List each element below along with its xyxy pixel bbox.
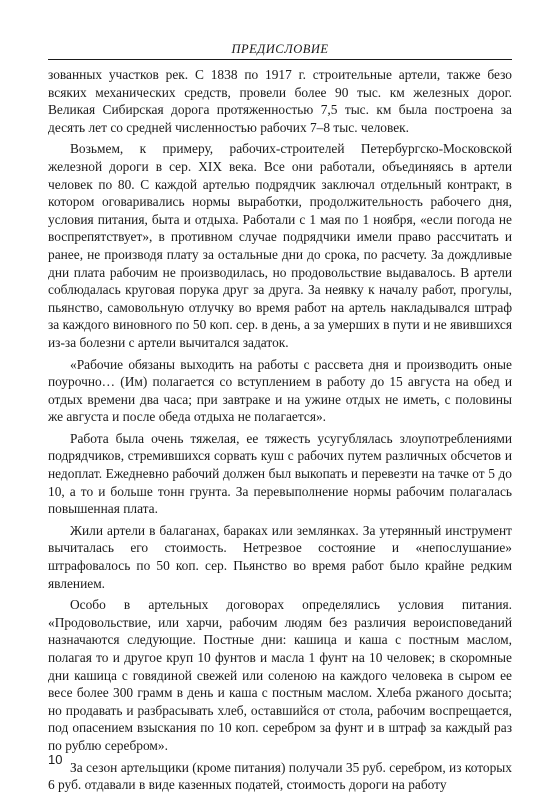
paragraph: Работа была очень тяжелая, ее тяжесть усугублялась злоупотреблениями подрядчиков, стремившихся сорвать куш с рабочих путем различных обсчетов и недоплат. Ежедневно рабочий должен был выкопать и перевезти на тачке от 5 до 10, а то и больше тонн грунта. За перевыполнение нормы рабочим полагалась повышенная плата.	[48, 430, 512, 517]
paragraph: Жили артели в балаганах, бараках или землянках. За утерянный инструмент вычиталась его стоимость. Нетрезвое состояние и «непослушание» штрафовалось по 50 коп. сер. Пьянство во время работ было крайне редким явлением.	[48, 522, 512, 591]
paragraph: За сезон артельщики (кроме питания) получали 35 руб. серебром, из которых 6 руб. отдавали в виде казенных податей, стоимость дороги на работу	[48, 759, 512, 793]
paragraph: Возьмем, к примеру, рабочих-строителей Петербургско-Московской железной дороги в сер. XIX века. Все они работали, объединяясь в артели человек по 80. С каждой артелью подрядчик заключал отдельный контракт, в котором оговаривались нормы выработки, продолжительность рабочего дня, условия питания, быта и отдыха. Работали с 1 мая по 1 ноября, «если погода не воспрепятствует», в противном случае подрядчики имели право рассчитать и ранее, не производя плату за остальные дни до срока, по расчету. За дождливые дни плата рабочим не производилась, но продовольствие выдавалось. В артели соблюдалась круговая порука друг за друга. За неявку к началу работ, прогулы, пьянство, самовольную отлучку во время работ на артель накладывался штраф за каждого виновного по 50 коп. сер. в день, а за умерших в пути и не явившихся из-за болезни с артели вычитался задаток.	[48, 141, 512, 350]
page-number: 10	[48, 752, 63, 767]
paragraph: Особо в артельных договорах определялись условия питания. «Продовольствие, или харчи, рабочим людям без различия вероисповеданий назначаются следующие. Постные дни: кашица и каша с постным маслом, полагая то и другое круп 10 фунтов и масла 1 фунт на 10 человек; в скоромные дни кашица с говядиной свежей или соленою на каждого человека в сыром ее весе более 300 грамм в день и каша с постным маслом. Хлеба ржаного досыта; но продавать и разбрасывать хлеб, оставшийся от стола, рабочим воспрещается, под опасением взыскания по 10 коп. серебром за фунт и в штраф за каждый раз по рублю серебром».	[48, 597, 512, 753]
running-header: ПРЕДИСЛОВИЕ	[231, 42, 329, 56]
paragraph-continued: зованных участков рек. С 1838 по 1917 г. строительные артели, также безо всяких механических средств, провели более 90 тыс. км железных дорог. Великая Сибирская дорога протяженностью 7,5 тыс. км была построена за десять лет со средней численностью рабочих 7–8 тыс. человек.	[48, 67, 512, 135]
body-text	[48, 66, 512, 794]
header-rule	[48, 59, 512, 60]
paragraph-quote: «Рабочие обязаны выходить на работы с рассвета дня и производить оные поурочно… (Им) полагается со вступлением в работу до 15 августа на обед и отдых времени два часа; при завтраке и на ужине отдых не иметь, с половины же августа и после обеда отдыха не полагается».	[48, 356, 512, 425]
